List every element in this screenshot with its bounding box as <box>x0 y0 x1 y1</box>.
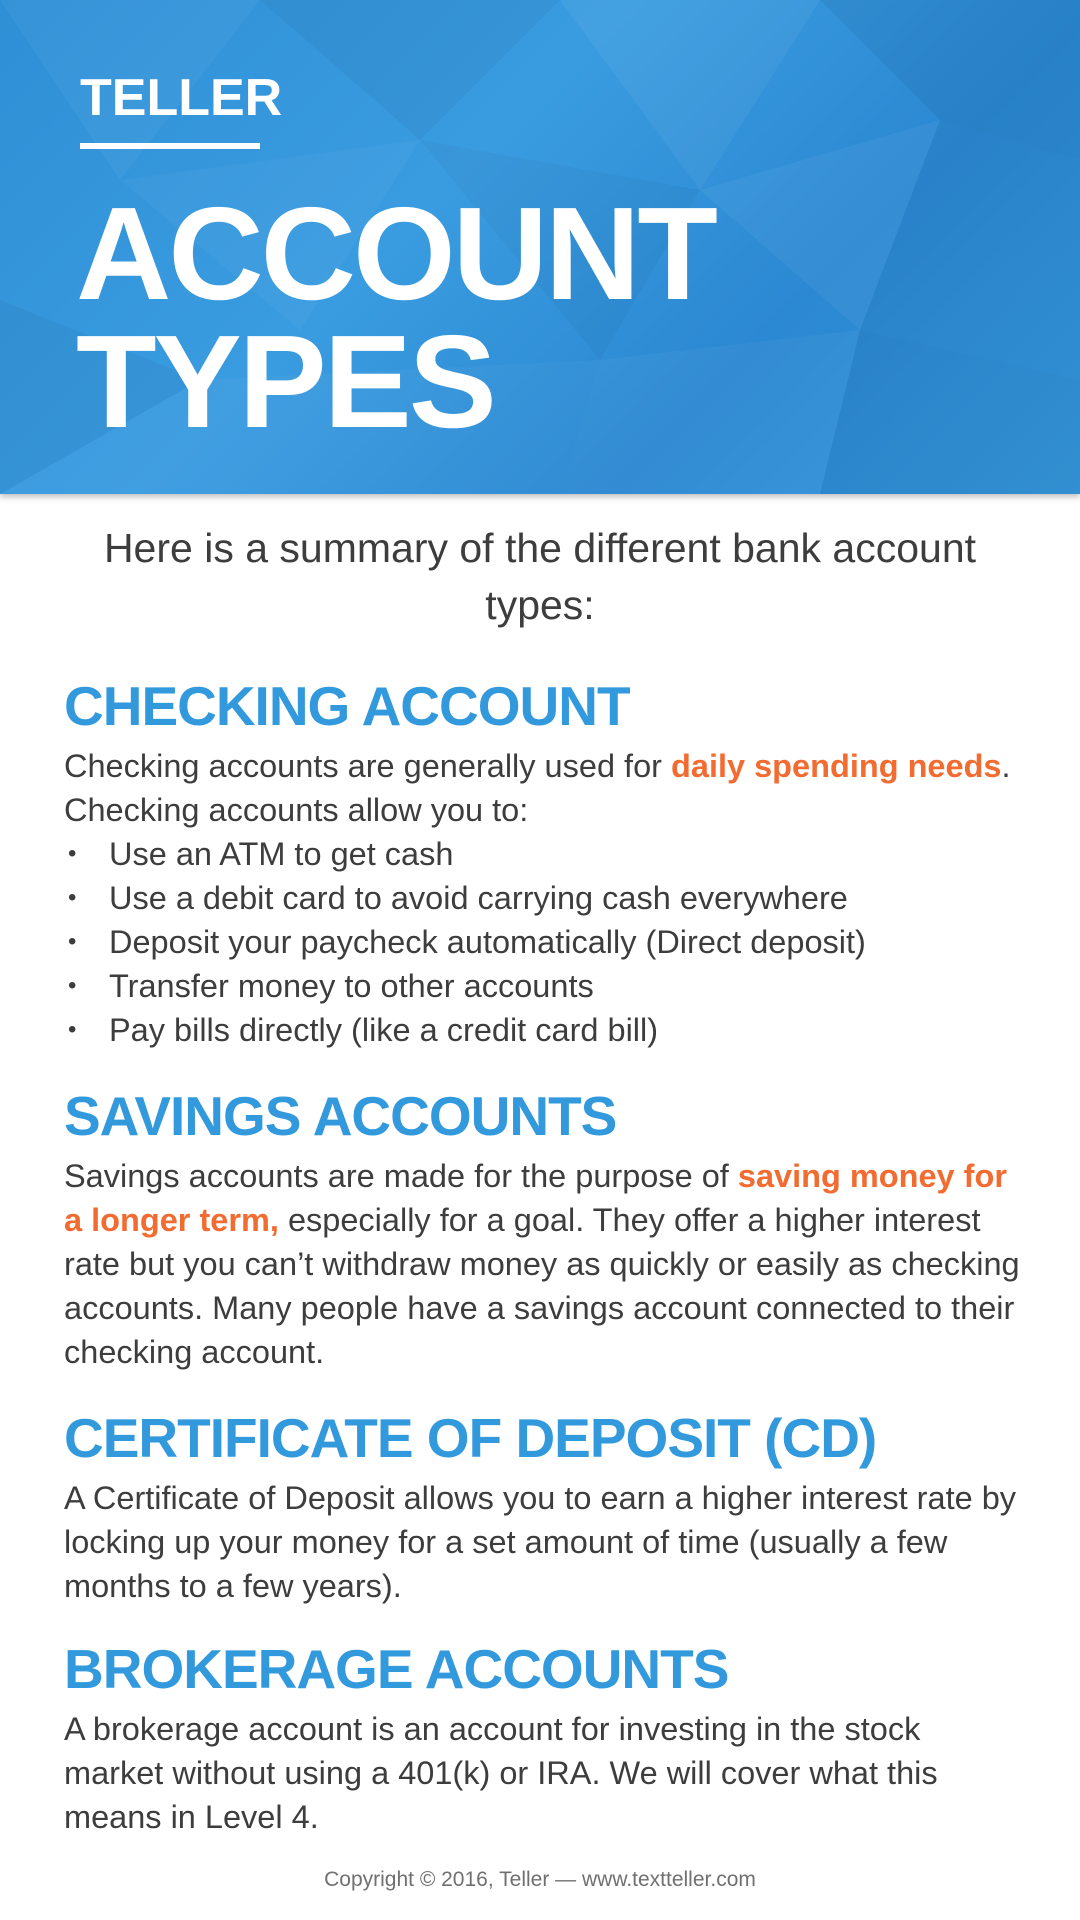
bullet-icon: • <box>68 1016 77 1043</box>
savings-text-after: especially for a goal. They offer a higher interest rate but you can’t withdraw money as quickly or easily as checking accounts. Many people have a savings account connected to their checking account. <box>64 1202 1020 1370</box>
checking-description <box>64 744 1024 832</box>
header-banner <box>0 0 1080 494</box>
savings-text-before: Savings accounts are made for the purpose of <box>64 1158 738 1194</box>
bullet-text: Transfer money to other accounts <box>109 968 594 1004</box>
savings-heading: SAVINGS ACCOUNTS <box>64 1085 617 1147</box>
page-title-line-2: TYPES <box>76 308 494 455</box>
checking-text-after: . Checking accounts allow you to: <box>64 748 1011 828</box>
brand-underline <box>80 143 260 149</box>
bullet-icon: • <box>68 840 77 867</box>
checking-heading: CHECKING ACCOUNT <box>64 675 630 737</box>
bullet-text: Pay bills directly (like a credit card bill) <box>109 1012 659 1048</box>
cd-heading: CERTIFICATE OF DEPOSIT (CD) <box>64 1407 877 1469</box>
bullet-text: Use a debit card to avoid carrying cash everywhere <box>109 880 848 916</box>
cd-description: A Certificate of Deposit allows you to earn a higher interest rate by locking up your money for a set amount of time (usually a few months to a few years). <box>64 1480 1017 1604</box>
checking-text-before: Checking accounts are generally used for <box>64 748 672 784</box>
bullet-icon: • <box>68 884 77 911</box>
bullet-text: Use an ATM to get cash <box>109 836 454 872</box>
list-item <box>64 876 1024 920</box>
brand-logo: TELLER <box>80 69 283 127</box>
list-item <box>64 964 1024 1008</box>
list-item <box>64 832 1024 876</box>
list-item <box>64 920 1024 964</box>
bullet-icon: • <box>68 928 77 955</box>
page-title <box>76 180 715 455</box>
checking-highlight: daily spending needs <box>671 748 1002 784</box>
page-title-line-1: ACCOUNT <box>76 180 715 327</box>
checking-bullet-list <box>64 832 1024 1052</box>
bullet-icon: • <box>68 972 77 999</box>
savings-description <box>64 1154 1024 1374</box>
savings-highlight: saving money for a longer term, <box>64 1158 1007 1238</box>
copyright-footer: Copyright © 2016, Teller — www.textteller.com <box>324 1868 756 1891</box>
brokerage-description: A brokerage account is an account for investing in the stock market without using a 401(k) or IRA. We will cover what this means in Level 4. <box>64 1711 938 1835</box>
brokerage-heading: BROKERAGE ACCOUNTS <box>64 1638 729 1700</box>
list-item <box>64 1008 1024 1052</box>
intro-text: Here is a summary of the different bank account types: <box>103 525 977 628</box>
bullet-text: Deposit your paycheck automatically (Direct deposit) <box>109 924 866 960</box>
